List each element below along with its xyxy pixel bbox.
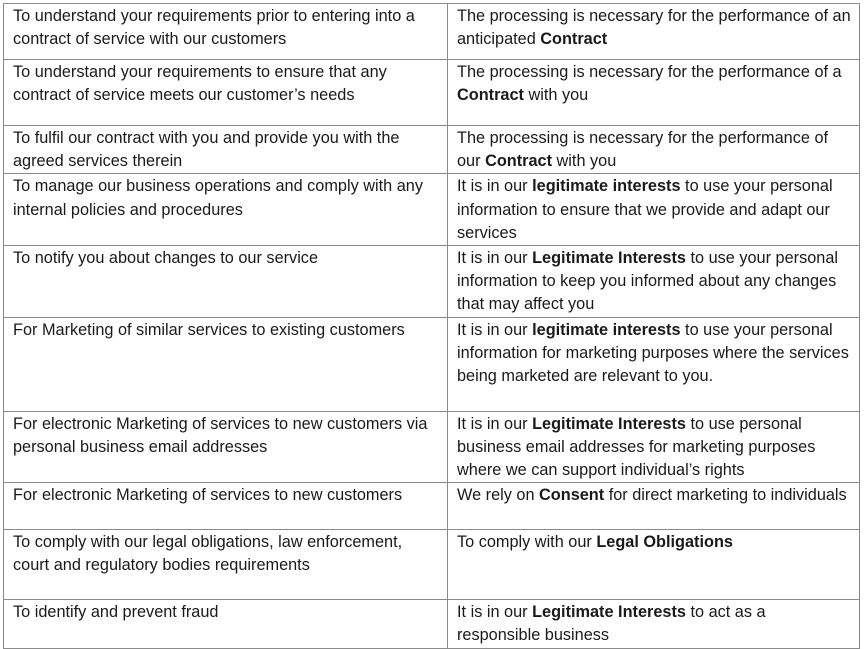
basis-cell: We rely on Consent for direct marketing to individuals [448,483,860,530]
purpose-cell: For electronic Marketing of services to new customers [4,483,448,530]
basis-cell: It is in our legitimate interests to use your personal information for marketing purposes where the services being marketed are relevant to you. [448,317,860,411]
basis-cell: It is in our Legitimate Interests to act as a responsible business [448,600,860,648]
basis-cell: The processing is necessary for the performance of a Contract with you [448,60,860,126]
table-row [4,4,860,60]
purpose-cell: To understand your requirements to ensure that any contract of service meets our customer’s needs [4,60,448,126]
table-row [4,246,860,318]
basis-cell: The processing is necessary for the performance of an anticipated Contract [448,4,860,60]
basis-cell: It is in our Legitimate Interests to use your personal information to keep you informed about any changes that may affect you [448,246,860,318]
purpose-cell: To fulfil our contract with you and provide you with the agreed services therein [4,126,448,174]
basis-cell: It is in our Legitimate Interests to use personal business email addresses for marketing purposes where we can support individual’s rights [448,411,860,483]
table-row [4,60,860,126]
purpose-cell: To understand your requirements prior to entering into a contract of service with our customers [4,4,448,60]
purpose-cell: To manage our business operations and comply with any internal policies and procedures [4,174,448,246]
table-row [4,411,860,483]
lawful-basis-table [3,3,860,649]
purpose-cell: For Marketing of similar services to existing customers [4,317,448,411]
purpose-cell: To comply with our legal obligations, law enforcement, court and regulatory bodies requirements [4,530,448,600]
table-row [4,126,860,174]
basis-cell: It is in our legitimate interests to use your personal information to ensure that we provide and adapt our services [448,174,860,246]
table-row [4,483,860,530]
table-row [4,600,860,648]
purpose-cell: To identify and prevent fraud [4,600,448,648]
table-row [4,530,860,600]
purpose-cell: To notify you about changes to our service [4,246,448,318]
basis-cell: To comply with our Legal Obligations [448,530,860,600]
basis-cell: The processing is necessary for the performance of our Contract with you [448,126,860,174]
table-row [4,174,860,246]
table-row [4,317,860,411]
purpose-cell: For electronic Marketing of services to new customers via personal business email addresses [4,411,448,483]
